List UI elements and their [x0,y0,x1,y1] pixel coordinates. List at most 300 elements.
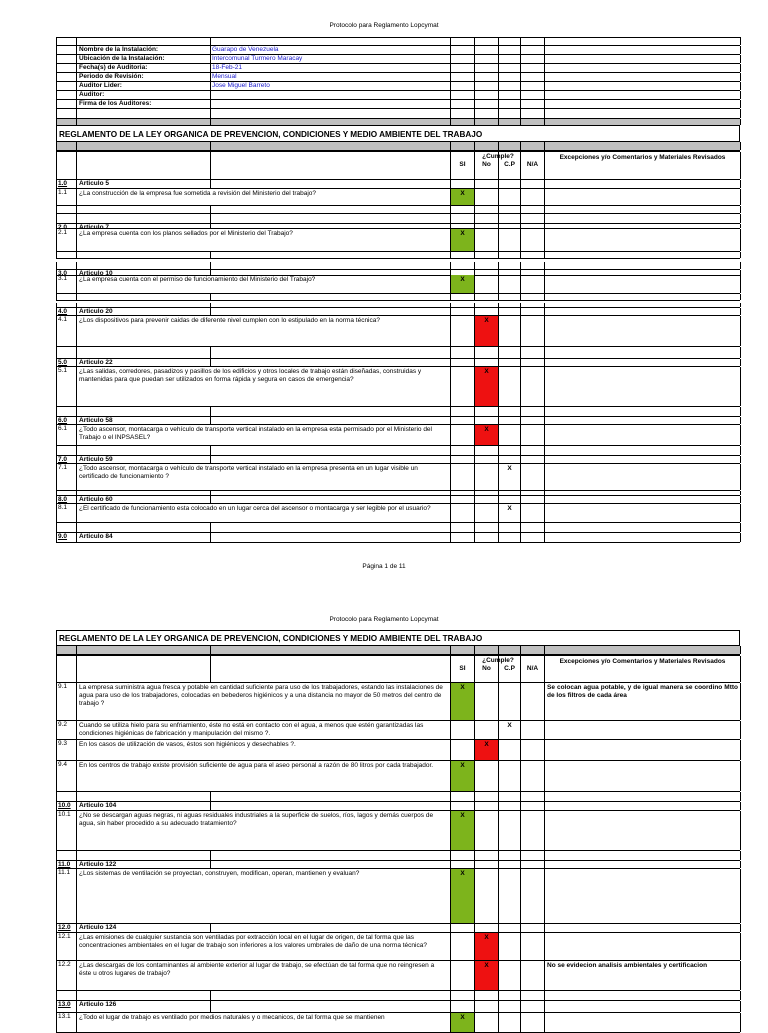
cm-cell [545,55,741,63]
spacer-row [56,523,740,533]
cell-text: 2.1 [58,229,68,236]
cm-cell [545,189,741,205]
si-cell [451,417,475,424]
si-cell [451,109,475,118]
cm-cell [545,294,741,300]
q-cell [77,924,211,932]
na-cell [521,792,545,801]
num-cell [57,189,77,205]
q2-cell [211,262,451,269]
cm-cell [545,533,741,542]
na-cell [521,275,545,293]
q-cell [77,142,211,150]
cell-text: Fecha(s) de Auditoria: [79,64,148,71]
answer-mark: X [484,368,489,375]
cell-text: Jose Miguel Barreto [212,82,270,89]
num-cell [57,82,77,90]
protocol-title: Protocolo para Reglamento Lopcymat [329,616,439,623]
no-cell [475,180,499,188]
cell-text: 9.0 [58,533,68,540]
si-cell [451,91,475,99]
q-cell [77,189,451,205]
na-cell [521,189,545,205]
question-row [56,464,740,491]
num-cell [57,646,77,654]
no-cell [475,303,499,307]
num-cell [57,308,77,315]
cp-cell [499,646,521,654]
q2-cell [211,64,451,72]
si-cell [451,252,475,258]
cm-cell [545,924,741,932]
no-cell [475,504,499,522]
num-cell [57,802,77,810]
q2-cell [211,456,451,463]
spacer-row [56,347,740,359]
q-cell [77,1013,451,1032]
no-cell [475,1013,499,1032]
cell-text: C.P [504,161,515,168]
si-cell [451,721,475,739]
cell-text: ¿No se descargan aguas negras, ni aguas residuales industriales a la superficie de suelos, ríos, lagos y demás cuerpos de agua, sin haber procedido a su adecuado tratamiento? [79,812,434,827]
cp-cell [499,73,521,81]
spacer-row [56,109,740,119]
cm-cell [545,504,741,522]
num-cell [57,851,77,860]
cell-text: N/A [526,665,539,672]
si-cell [451,792,475,801]
no-cell [475,425,499,445]
spacer-row [56,206,740,214]
si-cell [451,504,475,522]
cell-text: ¿La empresa cuenta con los planos sellados por el Ministerio del Trabajo? [79,230,293,237]
cell-text: ¿Todo ascensor, montacarga o vehículo de transporte vertical instalado en la empresa esta permisado por el Ministerio del Trabajo o el INPSASEL? [79,426,432,441]
q-cell [77,64,211,72]
q2-cell [211,417,451,424]
q2-cell [211,851,451,860]
q2-cell [211,73,451,81]
q2-cell [211,82,451,90]
cell-text: Excepciones y/o Comentarios y Materiales Revisados [559,154,726,161]
no-cell [475,252,499,258]
spacer-row [56,252,740,259]
q-cell [77,456,211,463]
cell-text: Guarapo de Venezuela [212,46,279,53]
no-cell [475,933,499,960]
cell-text: 4.1 [58,316,68,323]
num-cell [57,91,77,99]
cell-text: 13.0 [58,1001,71,1008]
cp-cell [499,180,521,188]
spacer-row [56,262,740,270]
na-cell [521,1001,545,1012]
cell-text: ¿Todo el lugar de trabajo es ventilado por medios naturales y o mecanicos, de tal forma que se mantienen [79,1014,385,1021]
num-cell [57,1001,77,1012]
q-cell [77,417,211,424]
cp-cell [499,119,521,125]
cm-cell [545,316,741,346]
cm-cell [545,206,741,213]
cell-text: SI [459,665,466,672]
na-cell [521,861,545,868]
si-cell [451,533,475,542]
cp-cell [499,367,521,406]
si-cell [451,303,475,307]
cell-text: 6.1 [58,425,68,432]
cell-text: ¿Los dispositivos para prevenir caidas de diferente nivel cumplen con lo estipulado en la norma técnica? [79,317,380,324]
no-cell [475,721,499,739]
na-cell [521,802,545,810]
spacer-row [56,407,740,417]
si-cell [451,189,475,205]
cell-text: Periodo de Revisión: [79,73,144,80]
na-cell [521,851,545,860]
q-cell [77,347,211,358]
cm-cell [545,869,741,923]
q-cell [77,533,211,542]
na-cell [521,142,545,150]
num-cell [57,523,77,532]
q-cell [77,961,451,990]
na-cell [521,206,545,213]
answer-mark: X [484,934,489,941]
cp-cell [499,425,521,445]
q-cell [77,851,211,860]
q-cell [77,316,451,346]
si-cell [451,991,475,1000]
q-cell [77,933,451,960]
na-cell [521,425,545,445]
q-cell [77,491,211,495]
cell-text: Cuando se utiliza hielo para su enfriamiento, éste no está en contacto con el agua, a menos que estén garantizadas las condiciones higiénicas de fabricación y manipulación del mismo ?. [79,722,424,737]
si-cell [451,73,475,81]
cell-text: 2.0 [58,224,68,228]
cm-cell [545,252,741,258]
cell-text: 6.0 [58,417,68,424]
question-row [56,316,740,347]
cm-cell [545,491,741,495]
no-cell [475,924,499,932]
cp-cell [499,792,521,801]
num-cell [57,367,77,406]
answer-mark: X [507,722,512,729]
cm-cell [545,446,741,455]
num-cell [57,504,77,522]
cp-cell [499,523,521,532]
cm-cell [545,308,741,315]
q2-cell [211,252,451,258]
spacer-row [56,792,740,802]
question-row [56,189,740,206]
cp-cell [499,206,521,213]
si-cell [451,37,475,45]
no-cell [475,456,499,463]
cm-cell [545,109,741,118]
na-cell [521,721,545,739]
si-cell [451,446,475,455]
spacer-row [56,446,740,456]
si-cell [451,180,475,188]
q-cell [77,46,211,54]
si-cell [451,683,475,720]
info-row [56,73,740,82]
article-row [56,861,740,869]
na-cell [521,417,545,424]
answer-mark: X [460,684,465,691]
cell-text: 10.1 [58,811,71,818]
section-title: REGLAMENTO DE LA LEY ORGANICA DE PREVENCION, CONDICIONES Y MEDIO AMBIENTE DEL TRABAJO [59,634,483,643]
na-cell [521,100,545,108]
na-cell [521,1013,545,1032]
cm-cell [545,496,741,503]
cell-text: Auditor Lider: [79,82,122,89]
cm-cell [545,861,741,868]
section-title-row [56,126,740,142]
cell-text: ¿Las salidas, corredores, pasadizos y pasillos de los edificios y otros locales de trabajo están diseñadas, construidas y mantenidas para que puedan ser utilizados en forma rápida y segura en casos de emergencia? [79,368,422,383]
cell-text: Auditor: [79,91,105,98]
cp-cell [499,491,521,495]
q-cell [77,683,451,720]
num-cell [57,252,77,258]
na-cell [521,496,545,503]
q-cell [77,811,451,850]
question-row [56,425,740,446]
cp-cell [499,991,521,1000]
info-row [56,46,740,55]
gray-row [56,142,740,151]
na-header [521,152,545,179]
cell-text: Articulo 7 [79,224,109,231]
no-cell [475,802,499,810]
cell-text: ¿Las descargas de los contaminantes al ambiente exterior al lugar de trabajo, se efectúan de tal forma que no reingresen a éste u otros lugares de trabajo? [79,962,435,977]
cell-text: 18-Feb-21 [212,64,242,71]
cell-text: Articulo 122 [79,861,117,868]
cp-cell [499,275,521,293]
num-cell [57,214,77,223]
cp-cell [499,496,521,503]
si-cell [451,869,475,923]
q-cell [77,55,211,63]
q-cell [77,37,211,45]
q2-cell [211,533,451,542]
no-cell [475,961,499,990]
cell-text: No [482,665,491,672]
cell-text: Ubicación de la Instalación: [79,55,165,62]
cell-text: Articulo 5 [79,180,109,187]
no-cell [475,294,499,300]
no-cell [475,142,499,150]
article-row [56,417,740,425]
cell-text: ¿Las emisiones de cualquier sustancia son ventiladas por extracción local en el lugar de origen, de tal forma que las concentraciones ambientales en el lugar de trabajo son inferiores a los valores umbrales de daño de una norma técnica? [79,934,427,949]
cm-cell [545,1013,741,1032]
q-cell [77,275,451,293]
no-cell [475,82,499,90]
cell-text: Articulo 60 [79,496,113,503]
q2-cell [211,224,451,228]
article-row [56,180,740,189]
answer-mark: X [484,426,489,433]
na-cell [521,464,545,490]
si-cell [451,142,475,150]
num-cell [57,464,77,490]
cell-text: 12.0 [58,924,71,931]
cm-cell [545,417,741,424]
na-cell [521,294,545,300]
cp-cell [499,224,521,228]
no-cell [475,464,499,490]
cell-text: No se evidecion analisis ambientales y certificacion [547,962,708,969]
na-cell [521,811,545,850]
si-cell [451,229,475,251]
q-cell [77,496,211,503]
cell-text: 9.3 [58,740,68,747]
cell-text: 9.2 [58,721,68,728]
cm-cell [545,683,741,720]
na-cell [521,446,545,455]
no-cell [475,446,499,455]
q2-cell [211,46,451,54]
info-row [56,100,740,109]
cm-header [545,152,741,179]
cell-text: Articulo 59 [79,456,113,463]
section-title-row [56,630,740,646]
si-cell [451,861,475,868]
info-spacer-row [56,37,740,46]
q2-cell [211,109,451,118]
q-cell [77,367,451,406]
article-row [56,924,740,933]
num-cell [57,861,77,868]
no-cell [475,417,499,424]
no-cell [475,189,499,205]
cell-text: Articulo 84 [79,533,113,540]
na-cell [521,180,545,188]
num-cell [57,740,77,760]
na-cell [521,224,545,228]
q-cell [77,646,211,654]
na-cell [521,262,545,269]
no-cell [475,55,499,63]
cell-text: Mensual [212,73,237,80]
q2-cell [211,359,451,366]
spacer-row [56,991,740,1001]
cm-cell [545,91,741,99]
cell-text: ¿Los sistemas de ventilación se proyectan, construyen, modifican, operan, mantienen y evaluan? [79,870,360,877]
q-cell [77,303,211,307]
answer-mark: X [460,190,465,197]
article-row [56,533,740,543]
cp-cell [499,359,521,366]
spacer-row [56,294,740,301]
q2-cell [211,308,451,315]
si-cell [451,802,475,810]
cm-cell [545,425,741,445]
cell-text: 1.0 [58,180,68,187]
cell-text: 5.1 [58,367,68,374]
num-cell [57,142,77,150]
si-cell [451,761,475,791]
q-header [77,656,211,682]
na-cell [521,109,545,118]
cm-cell [545,811,741,850]
no-cell [475,533,499,542]
si-cell [451,64,475,72]
cell-text: Firma de los Auditores: [79,100,152,107]
na-cell [521,308,545,315]
num-cell [57,407,77,416]
num-cell [57,109,77,118]
cumple-header: ¿Cumple? [482,153,514,160]
cm-cell [545,721,741,739]
cm-cell [545,224,741,228]
section-title: REGLAMENTO DE LA LEY ORGANICA DE PREVENCION, CONDICIONES Y MEDIO AMBIENTE DEL TRABAJO [59,130,483,139]
cm-cell [545,275,741,293]
cell-text: 7.1 [58,464,68,471]
cp-cell [499,721,521,739]
cell-text: 3.0 [58,270,68,275]
na-cell [521,214,545,223]
spacer-row [56,214,740,224]
num-cell [57,761,77,791]
answer-mark: X [460,870,465,877]
q-cell [77,425,451,445]
cell-text: 9.1 [58,683,68,690]
q2-cell [211,523,451,532]
na-cell [521,46,545,54]
protocol-title: Protocolo para Reglamento Lopcymat [329,22,439,29]
q-cell [77,308,211,315]
question-row [56,504,740,523]
num-cell [57,37,77,45]
si-header [451,656,475,682]
si-cell [451,496,475,503]
num-cell [57,55,77,63]
si-cell [451,100,475,108]
cell-text: 8.1 [58,504,68,511]
q-cell [77,504,451,522]
question-row [56,683,740,721]
na-cell [521,740,545,760]
na-cell [521,991,545,1000]
num-cell [57,229,77,251]
num-cell [57,303,77,307]
cm-cell [545,933,741,960]
cell-text: Intercomunal Turmero Maracay [212,55,303,62]
question-row [56,869,740,924]
cm-cell [545,740,741,760]
na-cell [521,303,545,307]
cp-cell [499,37,521,45]
cp-cell [499,504,521,522]
si-cell [451,811,475,850]
cell-text: Articulo 58 [79,417,113,424]
no-cell [475,316,499,346]
cp-cell [499,347,521,358]
q-cell [77,262,211,269]
na-cell [521,761,545,791]
q-cell [77,224,211,231]
cell-text: 10.0 [58,802,71,809]
question-row [56,229,740,252]
cm-cell [545,262,741,269]
num-cell [57,991,77,1000]
si-cell [451,55,475,63]
q2-cell [211,646,451,654]
cell-text: 12.2 [58,961,71,968]
si-cell [451,425,475,445]
q2-cell [211,55,451,63]
cell-text: La empresa suministra agua fresca y potable en cantidad suficiente para uso de los trabajadores, estando las instalaciones de agua para uso de los trabajadores, colocadas en bebederos higiénicos y a una distancia no mayor de 50 metros del centro de trabajo ? [79,684,443,707]
